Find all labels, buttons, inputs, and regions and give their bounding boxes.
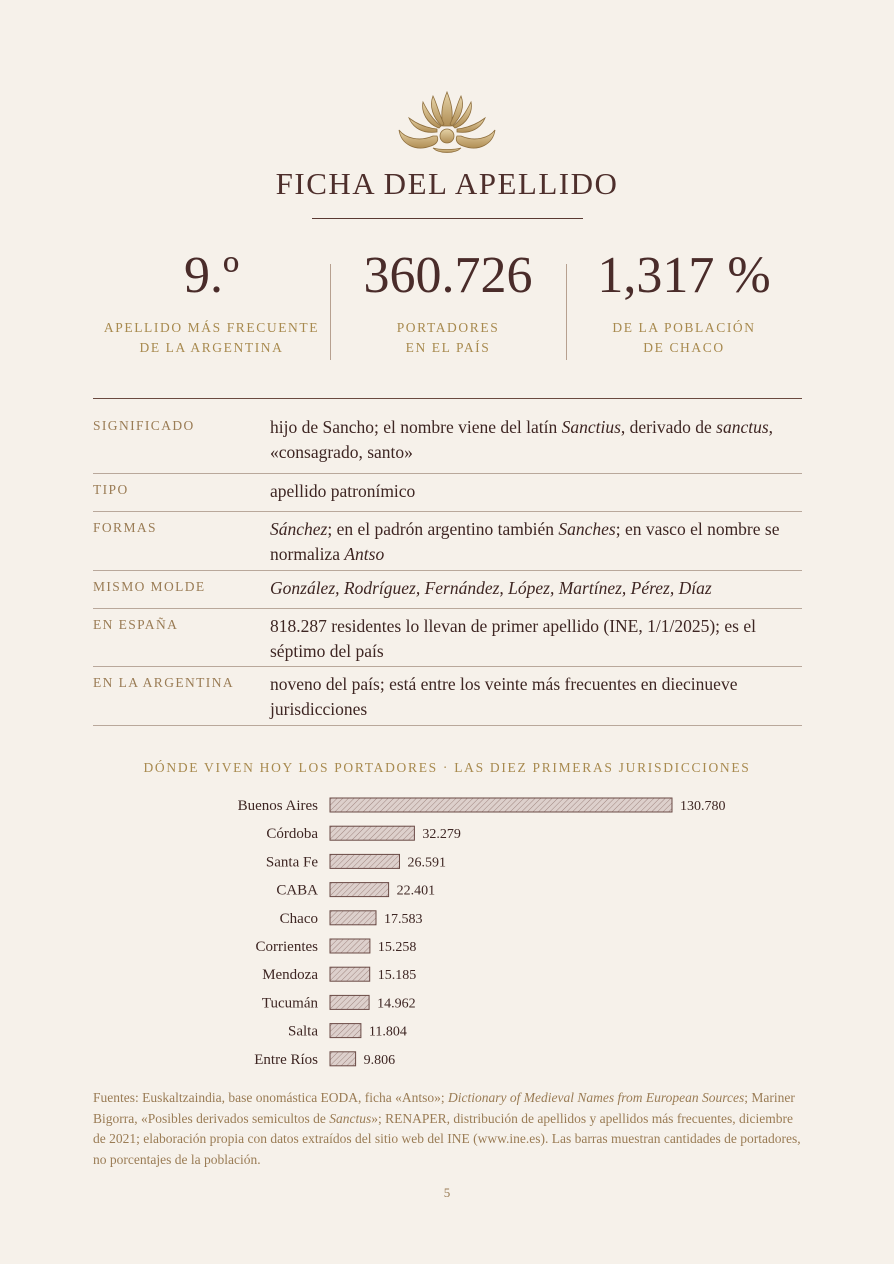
bar (330, 798, 672, 812)
bar (330, 939, 370, 953)
stat-rank (93, 248, 330, 358)
bar-value-label: 130.780 (680, 799, 726, 814)
title-divider (312, 218, 583, 219)
bar (330, 911, 376, 925)
bar-value-label: 15.258 (377, 940, 417, 955)
bar-category-label: Corrientes (255, 939, 318, 955)
stat-share-value: 1,317 % (597, 247, 771, 304)
bar-category-label: Chaco (279, 910, 318, 927)
stat-carriers-label: PORTADORES EN EL PAÍS (396, 320, 500, 355)
bar-category-label: Buenos Aires (237, 798, 318, 814)
bar-value-label: 22.401 (396, 883, 436, 899)
row-key: FORMAS (93, 520, 157, 535)
stat-share-label: DE LA POBLACIÓN DE CHACO (612, 320, 756, 355)
bar-chart (0, 790, 894, 1080)
table-row (93, 667, 802, 726)
bar-category-label: Tucumán (261, 995, 318, 1012)
ornament-icon (393, 88, 501, 158)
stat-carriers (330, 248, 566, 358)
bar-category-label: Santa Fe (265, 854, 318, 871)
chart-title: DÓNDE VIVEN HOY LOS PORTADORES · LAS DIEZ PRIMERAS JURISDICCIONES (143, 760, 751, 775)
row-key: EN LA ARGENTINA (93, 675, 234, 690)
stat-carriers-value: 360.726 (363, 247, 533, 304)
bar-value-label: 17.583 (383, 911, 423, 927)
row-value: noveno del país; está entre los veinte más frecuentes en diecinueve jurisdicciones (270, 674, 738, 719)
bar-value-label: 26.591 (407, 855, 447, 871)
row-key: TIPO (93, 482, 129, 497)
bar-value-label: 9.806 (363, 1052, 396, 1068)
bar (330, 1024, 361, 1038)
stat-rank-label: APELLIDO MÁS FRECUENTE DE LA ARGENTINA (103, 320, 320, 355)
bar (330, 995, 369, 1009)
bar (330, 854, 400, 868)
row-value: González, Rodríguez, Fernández, López, Martínez, Pérez, Díaz (270, 578, 712, 598)
stat-share (566, 248, 802, 358)
table-row (93, 410, 802, 474)
row-key: EN ESPAÑA (93, 617, 179, 632)
bar-category-label: Salta (288, 1023, 318, 1040)
bar-value-label: 14.962 (377, 996, 416, 1012)
row-value: hijo de Sancho; el nombre viene del latín Sanctius, derivado de sanctus, «consagrado, santo» (270, 417, 774, 462)
bar (330, 1052, 356, 1066)
bar (330, 883, 389, 897)
bar-category-label: CABA (276, 882, 318, 899)
bar-category-label: Entre Ríos (254, 1051, 318, 1068)
table-row (93, 512, 802, 571)
page-number: 5 (443, 1185, 451, 1200)
page-title: FICHA DEL APELLIDO (275, 166, 619, 201)
table-row (93, 474, 802, 512)
row-key: MISMO MOLDE (93, 579, 206, 594)
row-value: apellido patronímico (270, 481, 416, 501)
table-row (93, 571, 802, 609)
bar-value-label: 11.804 (368, 1024, 407, 1040)
sources-note: Fuentes: Euskaltzaindia, base onomástica EODA, ficha «Antso»; Dictionary of Medieval Names from European Sources; Mariner Bigorra, «Posibles derivados semicultos de Sanctus»; RENAPER, distribución de apellidos y apellidos más frecuentes, diciembre de 2021; elaboración propia con datos extraídos del sitio web del INE (www.ine.es). Las barras muestran cantidades de portadores, no porcentajes de la población. (93, 1090, 801, 1167)
bar-value-label: 32.279 (422, 827, 461, 843)
bar (330, 826, 414, 840)
table-row (93, 609, 802, 667)
stat-rank-value: 9.º (183, 247, 240, 304)
bar-category-label: Mendoza (262, 967, 318, 984)
row-value: Sánchez; en el padrón argentino también Sanches; en vasco el nombre se normaliza Antso (270, 519, 780, 564)
bar-category-label: Córdoba (266, 826, 318, 843)
bar (330, 967, 370, 981)
table-top-rule (93, 398, 802, 399)
bar-value-label: 15.185 (377, 968, 417, 984)
row-key: SIGNIFICADO (93, 418, 195, 433)
row-value: 818.287 residentes lo llevan de primer apellido (INE, 1/1/2025); es el séptimo del país (270, 616, 756, 661)
